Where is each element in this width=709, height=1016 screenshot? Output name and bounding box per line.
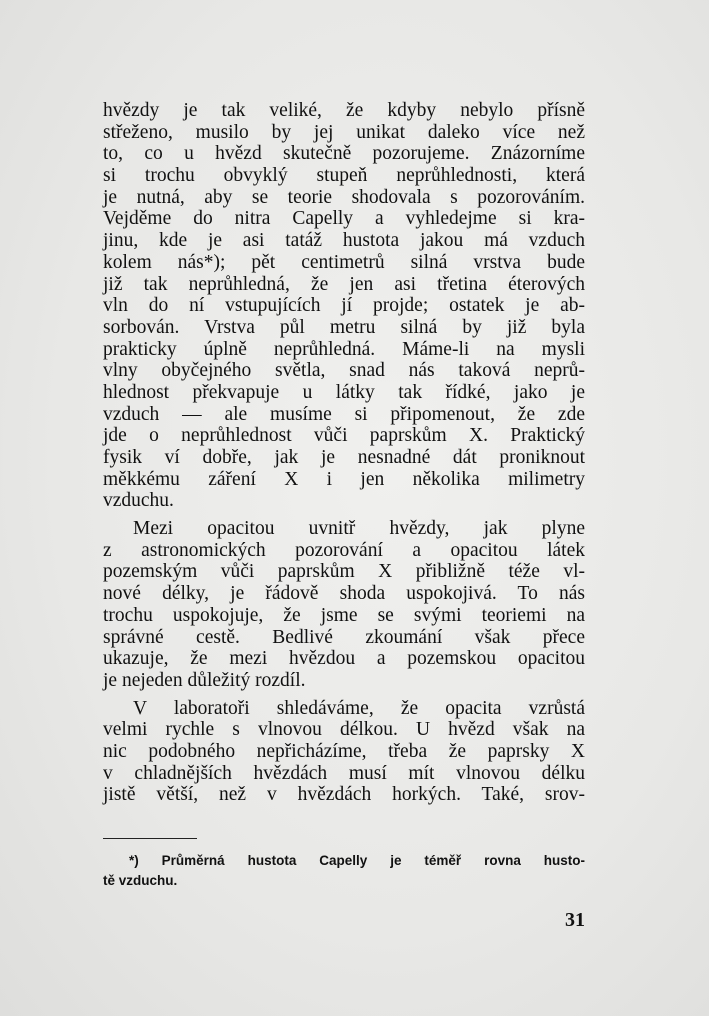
footnote-line: *) Průměrná hustota Capelly je téměř rovna husto- [129, 853, 585, 868]
text-line: jde o neprůhlednost vůči paprskům X. Praktický [103, 425, 585, 447]
text-line: Vejděme do nitra Capelly a vyhledejme si kra- [103, 208, 585, 230]
text-line: střeženo, musilo by jej unikat daleko více než [103, 121, 585, 143]
paragraph-2 [103, 518, 585, 692]
text-line: z astronomických pozorování a opacitou látek [103, 539, 585, 561]
text-line: je nejeden důležitý rozdíl. [103, 669, 306, 691]
text-line: správné cestě. Bedlivé zkoumání však přece [103, 626, 585, 648]
text-line: je nutná, aby se teorie shodovala s pozorováním. [103, 186, 585, 208]
text-line: vln do ní vstupujících jí projde; ostatek je ab- [103, 295, 585, 317]
text-line: prakticky úplně neprůhledná. Máme-li na mysli [103, 338, 585, 360]
text-line: jistě větší, než v hvězdách horkých. Také, srov- [103, 784, 585, 806]
text-line: to, co u hvězd skutečně pozorujeme. Znázorníme [103, 143, 585, 165]
paragraph-3 [103, 698, 585, 806]
text-line: kolem nás*); pět centimetrů silná vrstva bude [103, 251, 585, 273]
text-line: nové délky, je řádově shoda uspokojivá. To nás [103, 583, 585, 605]
text-line: v chladnějších hvězdách musí mít vlnovou délku [103, 762, 585, 784]
text-line: vzduch — ale musíme si připomenout, že zde [103, 403, 585, 425]
text-line: Mezi opacitou uvnitř hvězdy, jak plyne [133, 518, 585, 540]
text-line: vlny obyčejného světla, snad nás taková neprů- [103, 360, 585, 382]
body-text [103, 100, 585, 806]
text-line: velmi rychle s vlnovou délkou. U hvězd však na [103, 719, 585, 741]
text-line: vzduchu. [103, 490, 174, 512]
text-line: již tak neprůhledná, že jen asi třetina éterových [103, 273, 585, 295]
text-line: hvězdy je tak veliké, že kdyby nebylo přísně [103, 100, 585, 121]
text-line: nic podobného nepřicházíme, třeba že paprsky X [103, 740, 585, 762]
text-line: fysik ví dobře, jak je nesnadné dát proniknout [103, 447, 585, 468]
text-line: ukazuje, že mezi hvězdou a pozemskou opacitou [103, 648, 585, 670]
text-line: měkkému záření X i jen několika milimetry [103, 468, 585, 490]
text-line: pozemským vůči paprskům X přibližně téže vl- [103, 561, 585, 583]
footnote-line: tě vzduchu. [103, 873, 178, 888]
text-line: V laboratoři shledáváme, že opacita vzrůstá [133, 697, 585, 719]
text-line: sorbován. Vrstva půl metru silná by již byla [103, 316, 585, 338]
page-number: 31 [565, 909, 585, 931]
text-line: si trochu obvyklý stupeň neprůhlednosti, která [103, 165, 585, 187]
footnote [103, 851, 585, 891]
text-line: jinu, kde je asi tatáž hustota jakou má vzduch [103, 230, 585, 252]
text-line: hlednost překvapuje u látky tak řídké, jako je [103, 381, 585, 403]
footnote-divider [103, 838, 197, 839]
text-line: trochu uspokojuje, že jsme se svými teoriemi na [103, 604, 585, 626]
paragraph-1 [103, 100, 585, 512]
